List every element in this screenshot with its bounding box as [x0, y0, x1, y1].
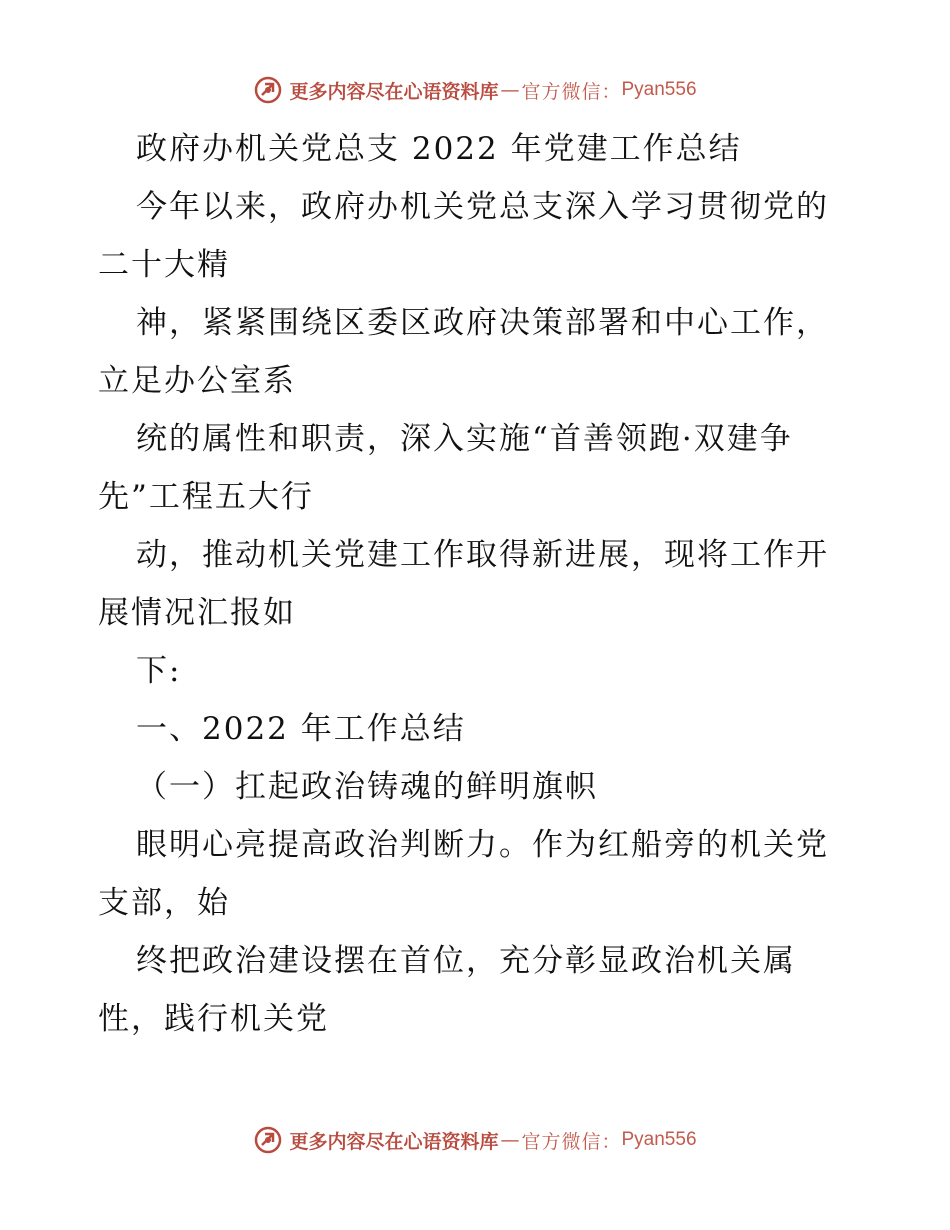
footer-banner: [0, 1120, 950, 1160]
paragraph-line: 支部，始: [98, 885, 230, 921]
paragraph-line: 性，践行机关党: [98, 1001, 329, 1037]
promo-text: 更多内容尽在心语资料库: [289, 1130, 499, 1153]
subsection-heading: （一）扛起政治铸魂的鲜明旗帜: [136, 769, 598, 805]
wechat-id: Pyan556: [621, 79, 697, 100]
paragraph-line: 终把政治建设摆在首位，充分彰显政治机关属: [136, 943, 796, 979]
header-banner: [0, 70, 950, 110]
document-title: 政府办机关党总支 2022 年党建工作总结: [136, 131, 742, 167]
paragraph-line: 展情况汇报如: [98, 595, 296, 631]
paragraph-line: 动，推动机关党建工作取得新进展，现将工作开: [136, 537, 829, 573]
paragraph-line: 今年以来，政府办机关党总支深入学习贯彻党的: [136, 189, 829, 225]
paragraph-line: 立足办公室系: [98, 363, 296, 399]
section-heading: 一、2022 年工作总结: [136, 711, 466, 747]
banner-dash: —: [500, 79, 520, 101]
banner-dash: —: [500, 1129, 520, 1151]
official-wechat-label: 官方微信：: [521, 80, 622, 103]
paragraph-line: 二十大精: [98, 247, 230, 283]
official-wechat-label: 官方微信：: [521, 1130, 622, 1153]
promo-text: 更多内容尽在心语资料库: [289, 80, 499, 103]
paragraph-line: 神，紧紧围绕区委区政府决策部署和中心工作，: [136, 305, 829, 341]
wechat-id: Pyan556: [621, 1129, 697, 1150]
brand-logo-icon: [253, 75, 283, 105]
paragraph-line: 眼明心亮提高政治判断力。作为红船旁的机关党: [136, 827, 829, 863]
paragraph-line: 下:: [136, 653, 182, 689]
paragraph-line: 统的属性和职责，深入实施“首善领跑·双建争: [136, 421, 793, 457]
paragraph-line: 先”工程五大行: [98, 479, 314, 515]
document-body: [98, 120, 858, 1048]
brand-logo-icon: [253, 1125, 283, 1155]
